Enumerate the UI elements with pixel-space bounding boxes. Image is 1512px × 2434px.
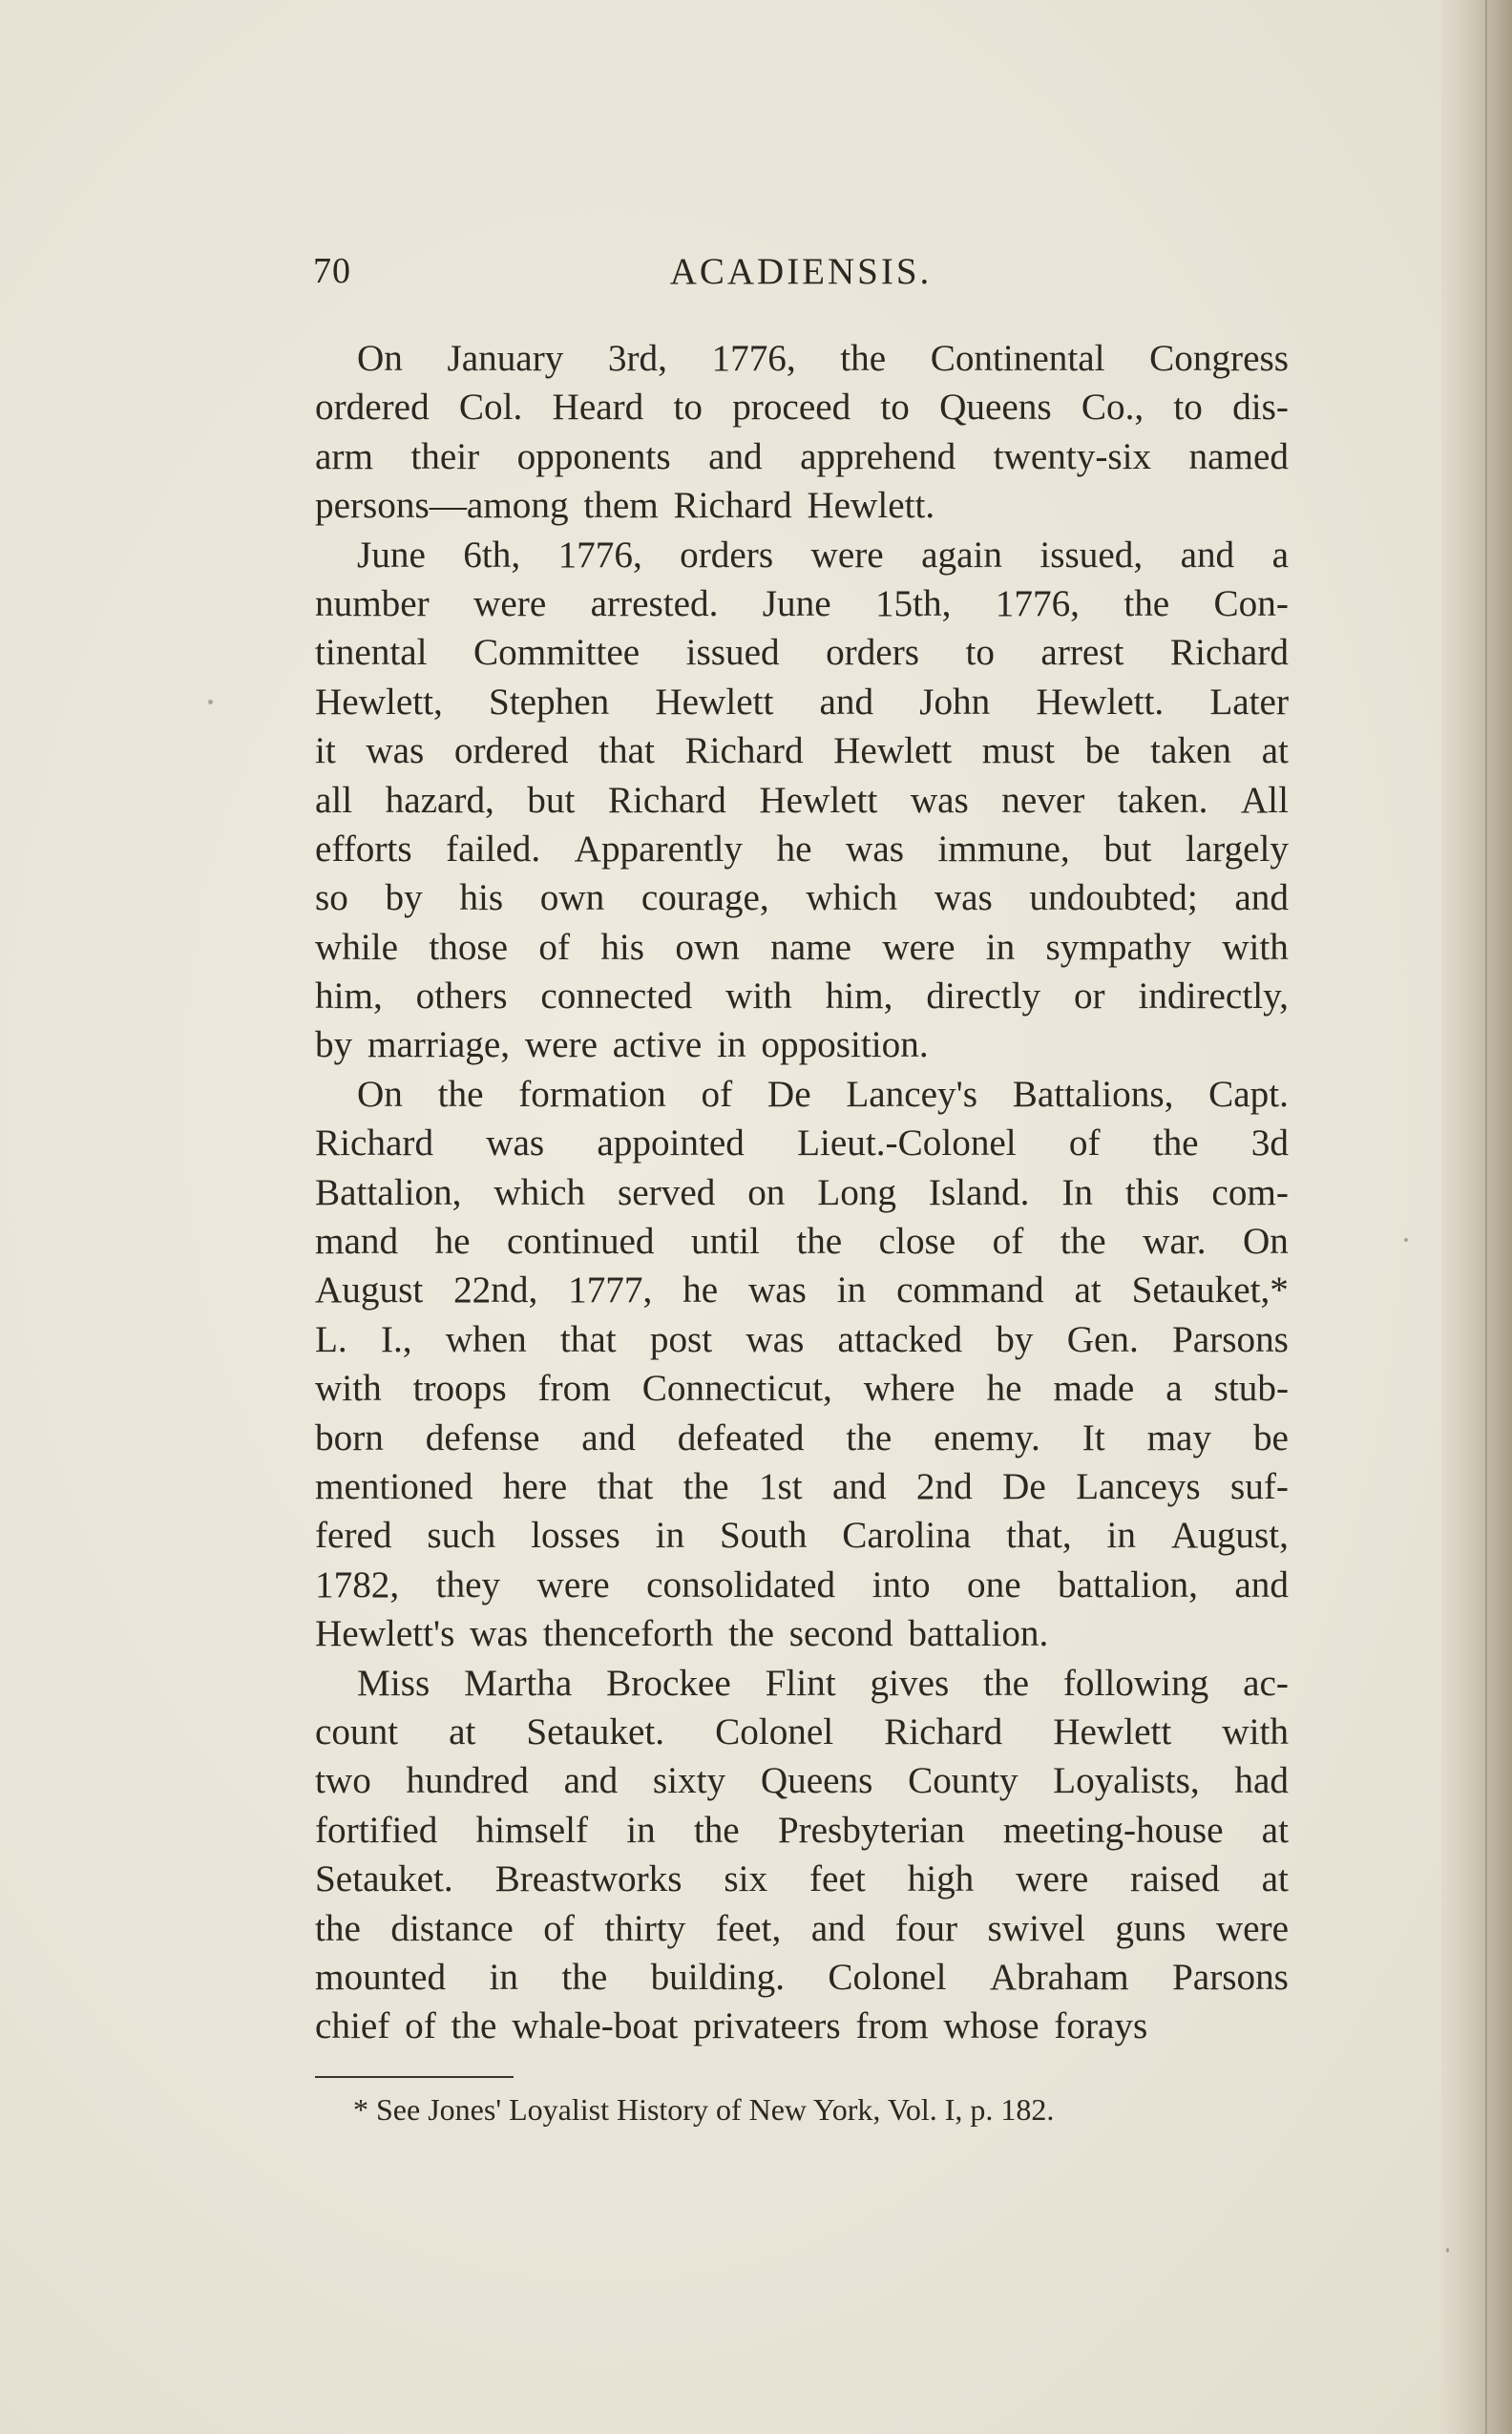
- page-edge-line: [1485, 0, 1487, 2434]
- text-line: Setauket. Breastworks six feet high were raised at: [315, 1858, 1289, 1900]
- text-line: Miss Martha Brockee Flint gives the following ac-: [357, 1662, 1289, 1704]
- text-line: tinental Committee issued orders to arrest Richard: [315, 632, 1289, 674]
- text-line: it was ordered that Richard Hewlett must be taken at: [315, 730, 1289, 772]
- paper-speck: [208, 700, 213, 704]
- text-line: by marriage, were active in opposition.: [315, 1024, 929, 1066]
- text-line: fered such losses in South Carolina that, in August,: [315, 1515, 1289, 1557]
- text-line: August 22nd, 1777, he was in command at Setauket,*: [315, 1269, 1289, 1311]
- text-line: number were arrested. June 15th, 1776, the Con-: [315, 582, 1289, 624]
- text-line: all hazard, but Richard Hewlett was never taken. All: [315, 779, 1289, 821]
- page-number: 70: [313, 251, 351, 291]
- page-header: [313, 250, 1289, 298]
- text-line: June 6th, 1776, orders were again issued, and a: [357, 534, 1289, 576]
- text-line: arm their opponents and apprehend twenty-six named: [315, 435, 1289, 477]
- text-line: him, others connected with him, directly or indirectly,: [315, 976, 1289, 1018]
- paragraph: [315, 531, 1289, 1070]
- text-line: Hewlett's was thenceforth the second battalion.: [315, 1613, 1049, 1655]
- text-line: two hundred and sixty Queens County Loyalists, had: [315, 1760, 1289, 1802]
- footnote-rule: [315, 2076, 514, 2078]
- footnote: * See Jones' Loyalist History of New York, Vol. I, p. 182.: [353, 2092, 1055, 2127]
- running-title: ACADIENSIS.: [669, 251, 933, 292]
- text-line: chief of the whale-boat privateers from whose forays: [315, 2005, 1148, 2047]
- paragraph: [315, 1659, 1289, 2051]
- text-line: mand he continued until the close of the war. On: [315, 1221, 1289, 1263]
- text-line: Hewlett, Stephen Hewlett and John Hewlett. Later: [315, 681, 1289, 723]
- paper-speck: [1404, 1238, 1408, 1242]
- text-line: Battalion, which served on Long Island. In this com-: [315, 1171, 1289, 1213]
- text-line: born defense and defeated the enemy. It may be: [315, 1416, 1289, 1458]
- paragraph: [315, 1070, 1289, 1659]
- text-line: fortified himself in the Presbyterian meeting-house at: [315, 1809, 1289, 1851]
- paragraph: [315, 334, 1289, 531]
- text-line: so by his own courage, which was undoubted; and: [315, 877, 1289, 919]
- text-line: mounted in the building. Colonel Abraham Parsons: [315, 1956, 1289, 1998]
- text-line: 1782, they were consolidated into one battalion, and: [315, 1563, 1289, 1605]
- text-line: the distance of thirty feet, and four swivel guns were: [315, 1907, 1289, 1949]
- text-line: On the formation of De Lancey's Battalions, Capt.: [357, 1073, 1289, 1115]
- page-edge-shadow: [1441, 0, 1512, 2434]
- text-line: efforts failed. Apparently he was immune, but largely: [315, 828, 1289, 870]
- text-line: while those of his own name were in sympathy with: [315, 926, 1289, 968]
- text-line: L. I., when that post was attacked by Gen. Parsons: [315, 1318, 1289, 1360]
- text-line: ordered Col. Heard to proceed to Queens Co., to dis-: [315, 387, 1289, 429]
- text-line: persons—among them Richard Hewlett.: [315, 485, 935, 527]
- text-line: On January 3rd, 1776, the Continental Congress: [357, 338, 1289, 379]
- text-line: mentioned here that the 1st and 2nd De Lanceys suf-: [315, 1465, 1289, 1507]
- text-line: Richard was appointed Lieut.-Colonel of the 3d: [315, 1123, 1289, 1165]
- text-line: count at Setauket. Colonel Richard Hewlett with: [315, 1710, 1289, 1752]
- paper-speck: [1446, 2248, 1449, 2253]
- text-line: with troops from Connecticut, where he made a stub-: [315, 1368, 1289, 1410]
- body-text: [315, 334, 1289, 2051]
